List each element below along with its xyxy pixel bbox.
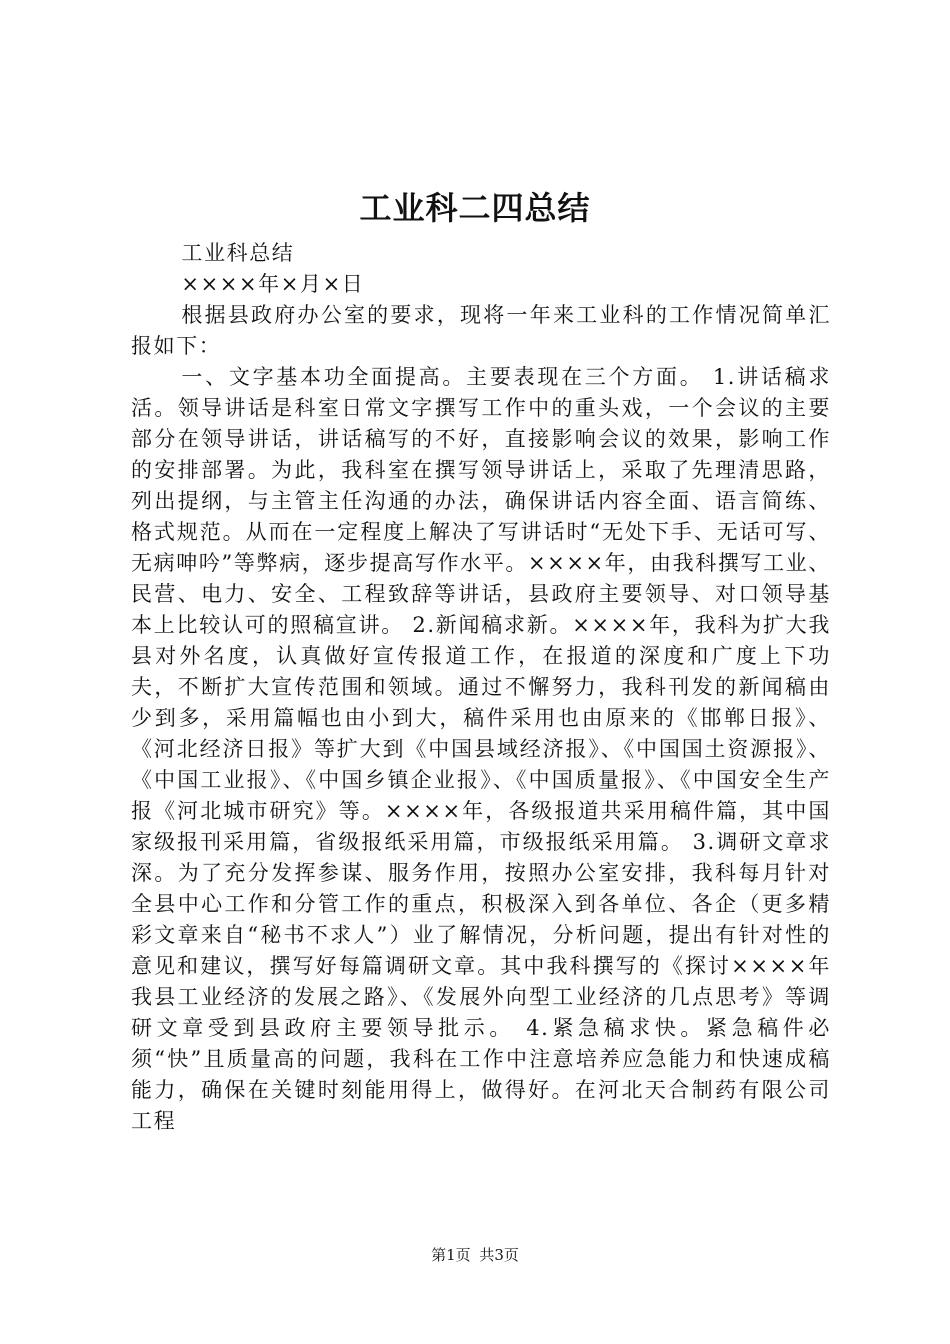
document-title: 工业科二四总结 <box>359 189 591 227</box>
intro-paragraph: 根据县政府办公室的要求，现将一年来工业科的工作情况简单汇报如下： <box>131 303 831 358</box>
document-date: ××××年×月×日 <box>181 272 365 296</box>
page-total: 共3页 <box>479 1246 519 1264</box>
page-number: 第1页 <box>431 1246 471 1264</box>
document-body <box>131 238 831 1137</box>
page-footer <box>0 1245 950 1265</box>
document-subtitle: 工业科总结 <box>181 241 295 265</box>
body-paragraph: 一、文字基本功全面提高。主要表现在三个方面。 1.讲话稿求活。领导讲话是科室日常文字撰写工作中的重头戏，一个会议的主要部分在领导讲话，讲话稿写的不好，直接影响会议的效果，影响工作的安排部署。为此，我科室在撰写领导讲话上，采取了先理清思路，列出提纲，与主管主任沟通的办法，确保讲话内容全面、语言简练、格式规范。从而在一定程度上解决了写讲话时“无处下手、无话可写、无病呻吟”等弊病，逐步提高写作水平。××××年，由我科撰写工业、民营、电力、安全、工程致辞等讲话，县政府主要领导、对口领导基本上比较认可的照稿宣讲。 2.新闻稿求新。××××年，我科为扩大我县对外名度，认真做好宣传报道工作，在报道的深度和广度上下功夫，不断扩大宣传范围和领域。通过不懈努力，我科刊发的新闻稿由少到多，采用篇幅也由小到大，稿件采用也由原来的《邯郸日报》、《河北经济日报》等扩大到《中国县域经济报》、《中国国土资源报》、《中国工业报》、《中国乡镇企业报》、《中国质量报》、《中国安全生产报《河北城市研究》等。××××年，各级报道共采用稿件篇，其中国家级报刊采用篇，省级报纸采用篇，市级报纸采用篇。 3.调研文章求深。为了充分发挥参谋、服务作用，按照办公室安排，我科每月针对全县中心工作和分管工作的重点，积极深入到各单位、各企（更多精彩文章来自“秘书不求人”）业了解情况，分析问题，提出有针对性的意见和建议，撰写好每篇调研文章。其中我科撰写的《探讨××××年我县工业经济的发展之路》、《发展外向型工业经济的几点思考》等调研文章受到县政府主要领导批示。 4.紧急稿求快。紧急稿件必须“快”且质量高的问题，我科在工作中注意培养应急能力和快速成稿能力，确保在关键时刻能用得上，做得好。在河北天合制药有限公司工程 <box>131 365 831 1133</box>
